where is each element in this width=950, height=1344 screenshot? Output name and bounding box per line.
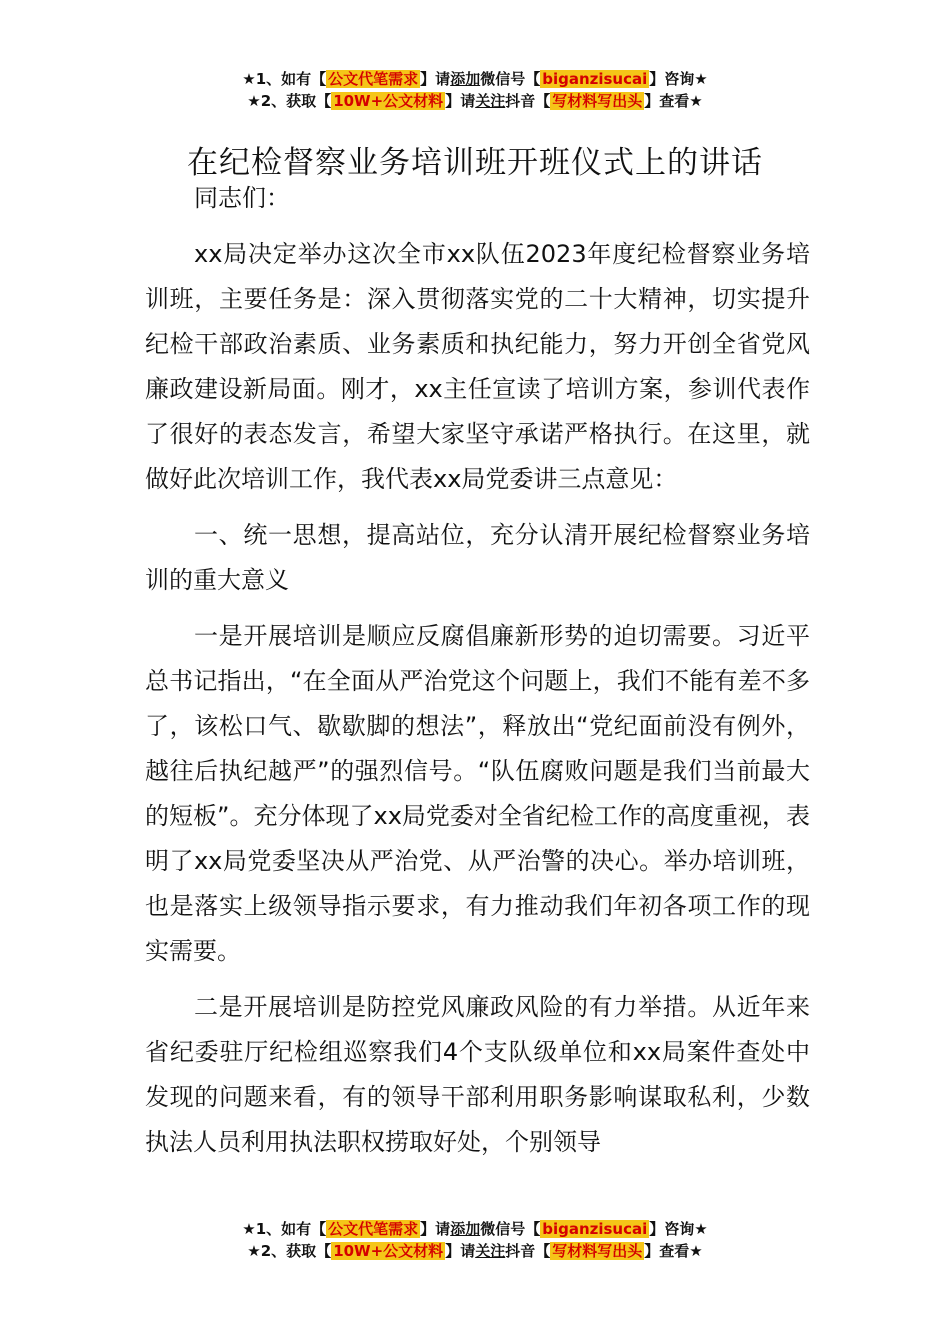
promo-underline: 添加 — [450, 1220, 481, 1238]
promo-text: 微信号【 — [480, 70, 541, 88]
promo-line-1 — [0, 68, 950, 90]
promo-text: 】请 — [445, 92, 476, 110]
promo-highlight: 10W+公文材料 — [333, 1242, 444, 1260]
paragraph: xx局决定举办这次全市xx队伍2023年度纪检督察业务培训班，主要任务是：深入贯彻落实党的二十大精神，切实提升纪检干部政治素质、业务素质和执纪能力，努力开创全省党风廉政建设新局面。刚才，xx主任宣读了培训方案，参训代表作了很好的表态发言，希望大家坚守承诺严格执行。在这里，就做好此次培训工作，我代表xx局党委讲三点意见： — [145, 240, 810, 493]
promo-banner-bottom — [0, 1218, 950, 1262]
promo-text: 】咨询★ — [649, 1220, 708, 1238]
paragraph: 二是开展培训是防控党风廉政风险的有力举措。从近年来省纪委驻厅纪检组巡察我们4个支队级单位和xx局案件查处中发现的问题来看，有的领导干部利用职务影响谋取私利，少数执法人员利用执法职权捞取好处，个别领导 — [145, 993, 810, 1156]
promo-text: 抖音【 — [505, 1242, 551, 1260]
promo-text: 】请 — [420, 1220, 451, 1238]
paragraph: 一是开展培训是顺应反腐倡廉新形势的迫切需要。习近平总书记指出，“在全面从严治党这个问题上，我们不能有差不多了，该松口气、歇歇脚的想法”，释放出“党纪面前没有例外，越往后执纪越严”的强烈信号。“队伍腐败问题是我们当前最大的短板”。充分体现了xx局党委对全省纪检工作的高度重视，表明了xx局党委坚决从严治党、从严治警的决心。举办培训班，也是落实上级领导指示要求，有力推动我们年初各项工作的现实需要。 — [145, 622, 810, 965]
promo-line-2 — [0, 1240, 950, 1262]
promo-text: 】查看★ — [644, 1242, 703, 1260]
promo-text: 】查看★ — [644, 92, 703, 110]
promo-text: 】咨询★ — [649, 70, 708, 88]
promo-underline: 关注 — [475, 92, 506, 110]
promo-text: 】请 — [445, 1242, 476, 1260]
promo-highlight: biganzisucai — [542, 1220, 648, 1238]
promo-underline: 添加 — [450, 70, 481, 88]
promo-text: ★1、如有【 — [242, 1220, 327, 1238]
promo-text: 】请 — [420, 70, 451, 88]
document-body — [145, 176, 810, 1176]
promo-banner-top — [0, 68, 950, 112]
promo-line-1 — [0, 1218, 950, 1240]
promo-highlight: 10W+公文材料 — [333, 92, 444, 110]
promo-line-2 — [0, 90, 950, 112]
promo-text: 抖音【 — [505, 92, 551, 110]
promo-text: ★2、获取【 — [247, 1242, 332, 1260]
promo-text: 微信号【 — [480, 1220, 541, 1238]
promo-underline: 关注 — [475, 1242, 506, 1260]
promo-text: ★2、获取【 — [247, 92, 332, 110]
promo-text: ★1、如有【 — [242, 70, 327, 88]
section-heading: 一、统一思想，提高站位，充分认清开展纪检督察业务培训的重大意义 — [145, 521, 810, 594]
promo-highlight: 写材料写出头 — [552, 92, 643, 110]
promo-highlight: 公文代笔需求 — [328, 1220, 419, 1238]
promo-highlight: biganzisucai — [542, 70, 648, 88]
promo-highlight: 公文代笔需求 — [328, 70, 419, 88]
document-title: 在纪检督察业务培训班开班仪式上的讲话 — [187, 144, 763, 181]
promo-highlight: 写材料写出头 — [552, 1242, 643, 1260]
salutation: 同志们： — [194, 184, 290, 212]
